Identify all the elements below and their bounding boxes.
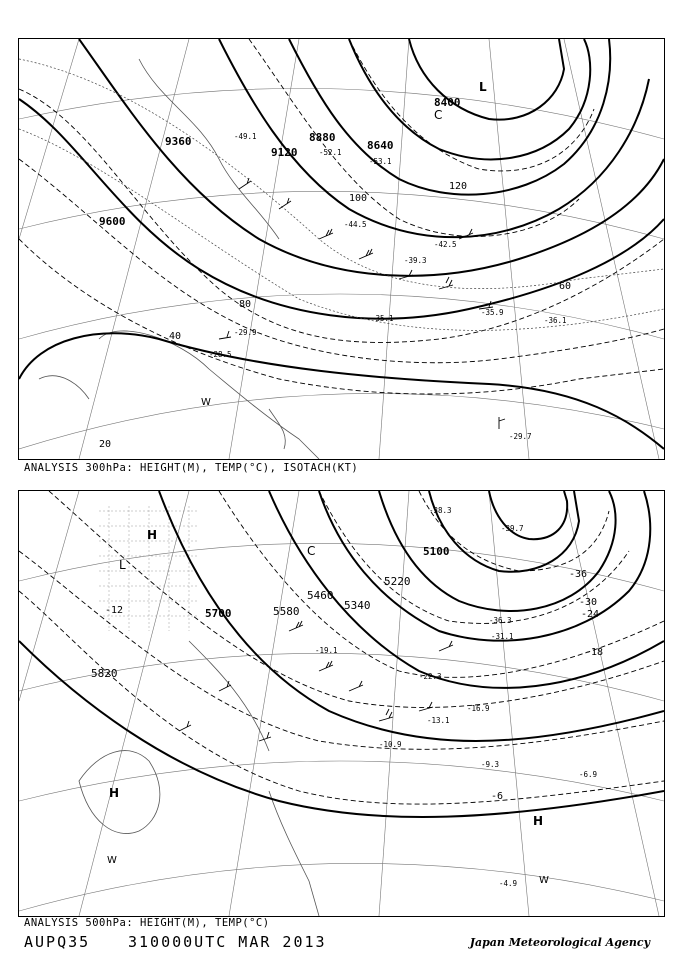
isotherm-label: -30 (579, 597, 598, 608)
caption-300hpa: ANALYSIS 300hPa: HEIGHT(M), TEMP(°C), ISOTACH(KT) (24, 462, 359, 474)
height-label-8880: 8880 (309, 131, 336, 144)
low-center-marker: L (119, 558, 126, 572)
coastline (79, 641, 319, 916)
isotherm-label: -24 (581, 609, 600, 620)
temp-label: -35.1 (371, 314, 394, 323)
valid-time: 310000UTC MAR 2013 (128, 933, 327, 951)
height-label-5580: 5580 (273, 605, 300, 618)
height-contours (19, 39, 664, 449)
temp-label: -10.9 (379, 740, 402, 749)
lat-lon-grid (19, 491, 664, 916)
warm-center-marker: W (539, 875, 549, 886)
isotach-label-40: 40 (169, 331, 182, 342)
temp-label: -39.7 (501, 524, 524, 533)
low-center-marker: L (479, 80, 487, 94)
height-label-9360: 9360 (165, 135, 192, 148)
isotherm-label: -12 (105, 605, 124, 616)
temp-label: -16.9 (467, 704, 490, 713)
caption-500hpa: ANALYSIS 500hPa: HEIGHT(M), TEMP(°C) (24, 917, 270, 929)
height-labels (91, 545, 450, 680)
height-label-5820: 5820 (91, 667, 118, 680)
agency-name: Japan Meteorological Agency (469, 936, 650, 949)
high-center-marker: H (147, 528, 158, 542)
temp-label: -19.1 (315, 646, 338, 655)
isotherm-label: -6 (491, 791, 504, 802)
temp-label: -31.1 (491, 632, 514, 641)
isotherm-label: -36 (569, 569, 588, 580)
height-label-8400: 8400 (434, 96, 461, 109)
isotach-label-60: 60 (559, 281, 572, 292)
temp-label: -28.5 (209, 350, 232, 359)
temp-label: -29.9 (234, 328, 257, 337)
map-panel-500hpa (18, 490, 665, 917)
high-center-marker: H (533, 814, 544, 828)
height-contours (19, 491, 664, 817)
isotherm-label: -18 (585, 647, 604, 658)
temp-label: -39.3 (404, 256, 427, 265)
height-label-5700: 5700 (205, 607, 232, 620)
height-label-5460: 5460 (307, 589, 334, 602)
height-label-9600: 9600 (99, 215, 126, 228)
temp-label: -9.3 (481, 760, 500, 769)
isotach-label-20: 20 (99, 439, 112, 450)
temp-label: -38.3 (429, 506, 452, 515)
cold-center-marker: C (434, 108, 443, 122)
isotach-label-80: 80 (239, 299, 252, 310)
temp-label: -52.1 (319, 148, 342, 157)
temperature-labels (209, 132, 567, 441)
temp-label: -29.7 (509, 432, 532, 441)
height-label-9120: 9120 (271, 146, 298, 159)
temp-label: -6.9 (579, 770, 598, 779)
temp-label: -53.1 (369, 157, 392, 166)
temp-label: -36.3 (489, 616, 512, 625)
coastline (39, 59, 319, 459)
temp-label: -44.5 (344, 220, 367, 229)
map-300hpa-canvas (19, 39, 664, 459)
temp-label: -4.9 (499, 879, 518, 888)
cold-center-marker: C (307, 544, 316, 558)
map-500hpa-canvas (19, 491, 664, 916)
temp-label: -36.1 (544, 316, 567, 325)
height-label-5340: 5340 (344, 599, 371, 612)
chart-code: AUPQ35 (24, 933, 91, 951)
height-label-8640: 8640 (367, 139, 394, 152)
high-center-marker: H (109, 786, 120, 800)
isotach-label-100: 100 (349, 193, 368, 204)
isotach-label-120: 120 (449, 181, 468, 192)
wind-barbs (179, 621, 453, 741)
map-panel-300hpa (18, 38, 665, 460)
height-label-5100: 5100 (423, 545, 450, 558)
warm-center-marker: W (107, 855, 117, 866)
temp-label: -13.1 (427, 716, 450, 725)
warm-center-marker: W (201, 397, 211, 408)
temp-label: -42.5 (434, 240, 457, 249)
temp-label: -49.1 (234, 132, 257, 141)
temp-label: -22.3 (419, 672, 442, 681)
height-label-5220: 5220 (384, 575, 411, 588)
temp-label: -35.9 (481, 308, 504, 317)
isotherm-lines (19, 491, 664, 804)
